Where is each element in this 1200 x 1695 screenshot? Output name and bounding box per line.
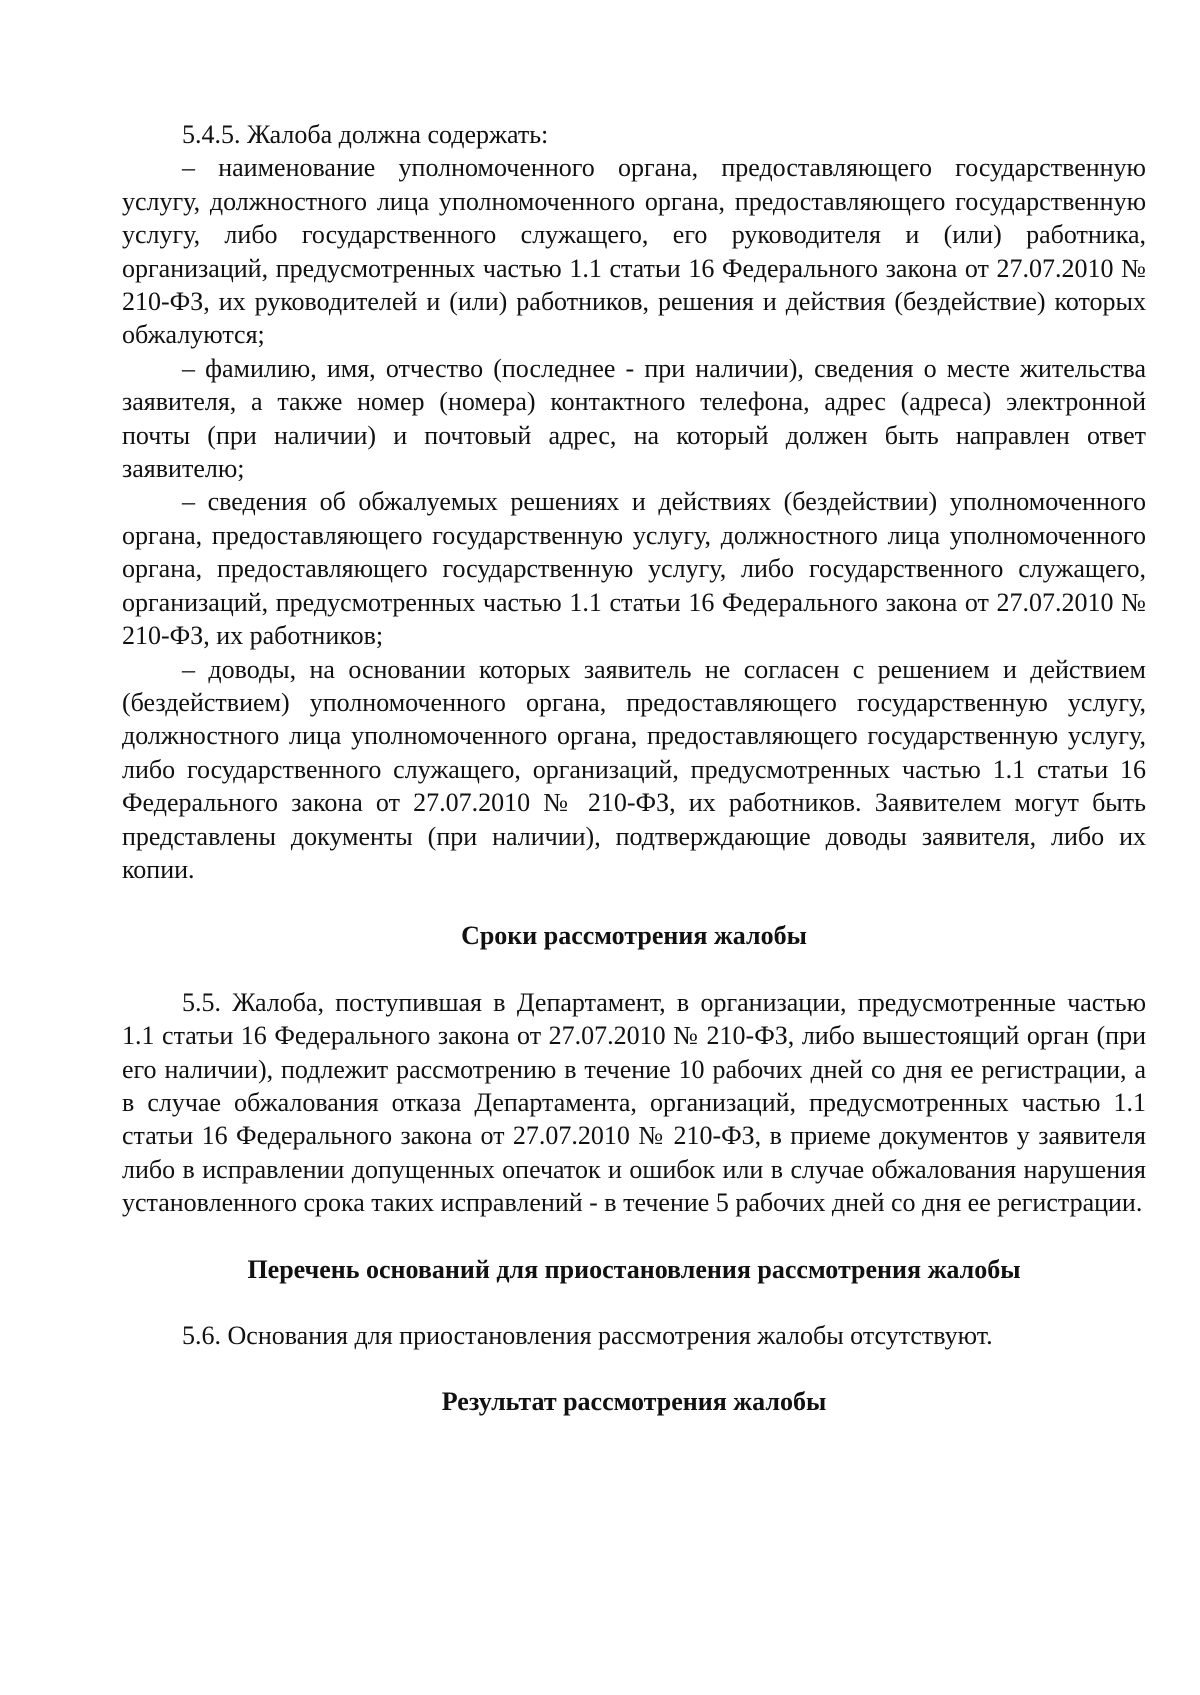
section-heading-terms: Сроки рассмотрения жалобы (461, 921, 807, 951)
list-item-arguments: – доводы, на основании которых заявитель не согласен с решением и действием (бездействием) уполномоченного органа, предоставляющего государственную услугу, должностного лица уполномоченного органа, предоставляющего государственную услугу, либо государственного служащего, организаций, предусмотренных частью 1.1 статьи 16 Федерального закона от 27.07.2010 № 210-ФЗ, их работников. Заявителем могут быть представлены документы (при наличии), подтверждающие доводы заявителя, либо их копии. (122, 654, 1146, 884)
paragraph-5-6: 5.6. Основания для приостановления рассмотрения жалобы отсутствуют. (182, 1321, 993, 1350)
list-item-authority-name: – наименование уполномоченного органа, предоставляющего государственную услугу, должностного лица уполномоченного органа, предоставляющего государственную услугу, либо государственного служащего, его руководителя и (или) работника, организаций, предусмотренных частью 1.1 статьи 16 Федерального закона от 27.07.2010 № 210-ФЗ, их руководителей и (или) работников, решения и действия (бездействие) которых обжалуются; (122, 153, 1146, 350)
paragraph-5-4-5: 5.4.5. Жалоба должна содержать: (182, 120, 549, 149)
list-item-applicant-details: – фамилию, имя, отчество (последнее - при наличии), сведения о месте жительства заявителя, а также номер (номера) контактного телефона, адрес (адреса) электронной почты (при наличии) и почтовый адрес, на который должен быть направлен ответ заявителю; (122, 353, 1146, 484)
section-heading-result: Результат рассмотрения жалобы (441, 1387, 827, 1417)
section-heading-suspension: Перечень оснований для приостановления рассмотрения жалобы (247, 1254, 1021, 1284)
paragraph-5-5: 5.5. Жалоба, поступившая в Департамент, в организации, предусмотренные частью 1.1 статьи 16 Федерального закона от 27.07.2010 № 210-ФЗ, либо вышестоящий орган (при его наличии), подлежит рассмотрению в течение 10 рабочих дней со дня ее регистрации, а в случае обжалования отказа Департамента, организаций, предусмотренных частью 1.1 статьи 16 Федерального закона от 27.07.2010 № 210-ФЗ, в приеме документов у заявителя либо в исправлении допущенных опечаток и ошибок или в случае обжалования нарушения установленного срока таких исправлений - в течение 5 рабочих дней со дня ее регистрации. (122, 987, 1146, 1218)
list-item-appealed-decisions: – сведения об обжалуемых решениях и действиях (бездействии) уполномоченного органа, предоставляющего государственную услугу, должностного лица уполномоченного органа, предоставляющего государственную услугу, либо государственного служащего, организаций, предусмотренных частью 1.1 статьи 16 Федерального закона от 27.07.2010 № 210-ФЗ, их работников; (122, 487, 1146, 651)
document-page (122, 118, 1146, 1419)
